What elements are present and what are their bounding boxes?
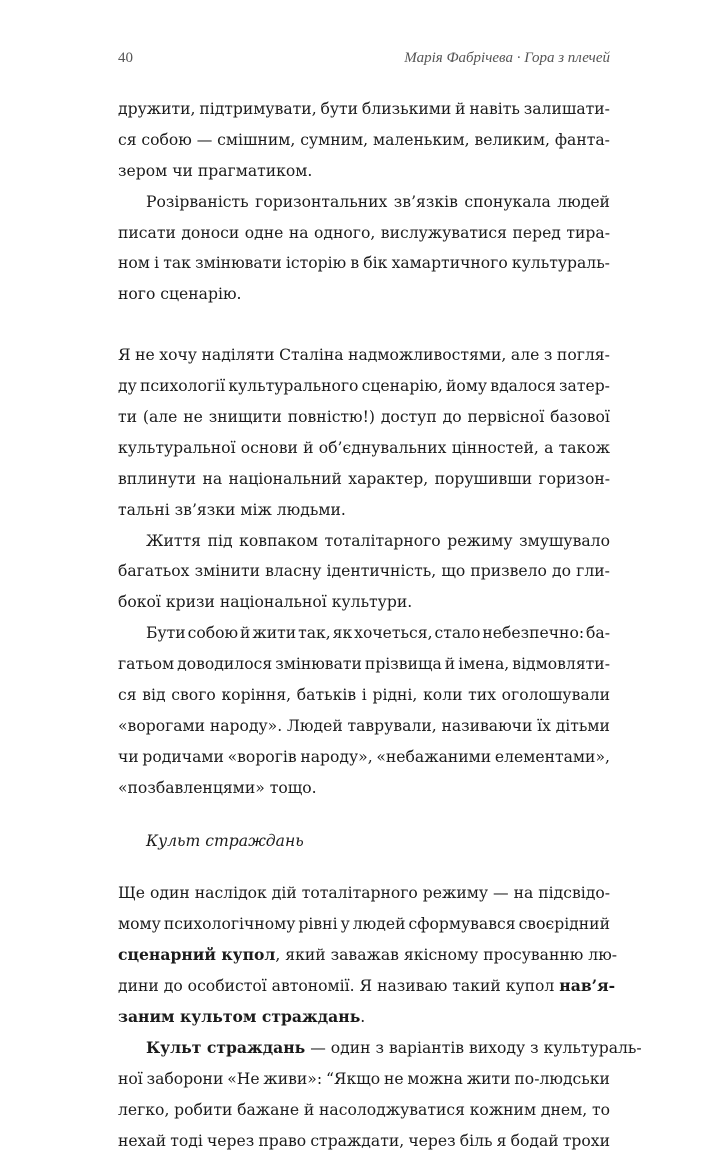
word: собою [187,624,239,643]
text-line [118,94,610,125]
word: знищити [208,408,282,427]
text-line: бокої кризи національної культури. [118,593,413,612]
word: сформувався [408,915,516,934]
word: з [543,346,553,365]
word: культурального [228,377,359,396]
word: й [455,100,466,118]
word: навіть [469,100,520,118]
text-fragment: дини до особистої автономії. Я називаю такий купол [118,977,560,996]
word: своєрідний [518,915,610,934]
word: свого [171,686,216,705]
word: «ворогів [227,747,297,766]
word: також [558,438,610,457]
word: надможливостями, [348,346,507,365]
body-text [118,94,642,1157]
word: таврували, [347,716,437,735]
text-line [118,526,610,557]
word: на [202,469,223,488]
word: ся [118,686,137,705]
word: можна [407,1069,463,1088]
word: але [510,346,540,365]
word: власну [265,562,322,581]
word: доводилося [177,655,273,674]
word: перед [512,223,561,242]
word: родичами [142,747,224,766]
text-line [118,187,610,218]
word: тоді [170,1131,203,1150]
word: страждати, [310,1131,405,1150]
word: імена, [458,655,510,674]
word: ба- [586,624,610,643]
page-number: 40 [118,50,133,66]
word: підсвідо- [538,884,610,903]
text-line [118,680,610,711]
word: людей [352,915,406,934]
word: фанта- [554,130,610,149]
word: маленьким, [372,130,470,149]
word: у [340,915,350,934]
word: об’єднувальних [318,438,447,457]
text-line [118,340,610,371]
text-line [118,125,610,156]
text-line [118,371,610,402]
word: й [303,1100,315,1119]
word: одне [244,223,284,242]
text-fragment: — один з варіантів виходу з культураль- [305,1038,642,1057]
bold-term: нав’я- [559,976,616,996]
word: психологічному [163,915,296,934]
word: сумним, [300,130,369,149]
word: стало [434,624,481,643]
word: Людей [286,716,343,735]
section-break [118,310,610,340]
word: ном [118,254,150,273]
word: що [441,562,466,581]
word: від [142,686,166,705]
word: наділяти [201,346,275,365]
word: цінностей, [451,438,539,457]
word: змінювати [195,254,282,273]
text-line [118,556,610,587]
word: великим, [474,130,550,149]
text-line [118,218,610,249]
word: психології [139,377,226,396]
word: через [408,1131,456,1150]
word: й [444,655,456,674]
word: чи [118,747,139,766]
text-line: «позбавленцями» тощо. [118,778,317,797]
word: національний [228,469,342,488]
word: порушивши [434,469,533,488]
word: й [303,438,314,457]
text-line [118,649,610,680]
word: ся [118,130,137,149]
bold-term: заним культом страждань [118,1007,361,1027]
word: «ворогами [118,716,206,735]
word: підтримувати, [199,100,317,118]
word: затер- [559,377,610,396]
word: тоталітарного [324,531,441,550]
word: так, [298,624,331,643]
word: хочу [159,346,197,365]
word: вдалося [490,377,556,396]
paragraph [118,878,618,1032]
word: їх [537,716,551,735]
word: писати [118,223,176,242]
word: базової [550,408,610,427]
section-break [118,856,610,878]
word: не [183,408,203,427]
word: “Якщо [325,1069,381,1088]
word: ду [118,377,137,396]
word: (але [142,408,178,427]
paragraph [118,187,610,311]
word: близькими [361,100,452,118]
word: призвело [470,562,547,581]
word: вислужуватися [380,223,507,242]
word: багатьох [118,562,190,581]
word: горизонтальних [255,192,388,211]
word: «небажаними [376,747,492,766]
word: зв’язків [393,192,458,211]
word: під [207,531,233,550]
word: режиму [447,531,513,550]
word: так [163,254,191,273]
word: — [493,884,509,903]
word: ти [118,408,138,427]
text-line [118,940,618,971]
word: Розірваність [146,192,249,211]
word: змінювати [275,655,362,674]
text-line [118,464,610,495]
word: батьків [296,686,357,705]
text-line [118,1126,610,1157]
word: основи [240,438,298,457]
text-line: тальні зв’язки між людьми. [118,500,346,519]
word: а [544,438,554,457]
running-head: Марія Фабрічева · Гора з плечей [404,50,610,66]
word: називаючи [441,716,533,735]
word: хамартичного [391,254,508,273]
word: бік [363,254,388,273]
word: історію [285,254,347,273]
word: жити [252,624,297,643]
word: й [240,624,251,643]
word: біль [459,1131,493,1150]
word: заборони [146,1069,224,1088]
text-line [118,433,610,464]
word: змінити [194,562,260,581]
word: характер, [348,469,429,488]
word: бодай [510,1131,559,1150]
word: наслідок [194,884,267,903]
word: гатьом [118,655,175,674]
text-line: зером чи прагматиком. [118,161,313,180]
text-line [118,909,610,940]
word: народу», [300,747,373,766]
section-break [118,804,610,826]
word: залишати- [523,100,610,118]
word: прізвища [364,655,442,674]
word: то [591,1100,610,1119]
text-fragment: . [360,1008,366,1027]
word: доступ [380,408,437,427]
section-heading: Культ страждань [146,831,304,850]
word: і [154,254,160,273]
paragraph [118,618,610,803]
word: Бути [146,624,186,643]
word: вплинути [118,469,197,488]
word: рівні [298,915,338,934]
text-line [118,742,610,773]
text-line [118,618,610,649]
word: Ще [118,884,146,903]
word: тира- [566,223,610,242]
word: не [383,1069,404,1088]
word: мому [118,915,161,934]
text-line [118,402,610,433]
word: культуральної [118,438,236,457]
word: — [196,130,213,149]
word: як [332,624,353,643]
word: тих [468,686,496,705]
paragraph [118,1033,642,1157]
word: на [513,884,534,903]
word: по-людськи [514,1069,610,1088]
bold-term: сценарний купол [118,945,276,965]
text-line [118,1002,610,1033]
word: ковпаком [239,531,319,550]
word: народу». [209,716,283,735]
word: оголошували [501,686,610,705]
word: людей [557,192,610,211]
word: змушувало [519,531,610,550]
word: смішним, [217,130,296,149]
word: насолоджуватися [319,1100,465,1119]
word: живи»: [263,1069,323,1088]
word: я [496,1131,507,1150]
text-line [118,1033,642,1064]
text-line [118,878,610,909]
text-line [118,248,610,279]
page-header [118,50,610,74]
word: легко, [118,1100,170,1119]
word: відмовляти- [512,655,610,674]
word: дій [271,884,297,903]
paragraph [118,94,610,187]
word: рідні, [372,686,418,705]
word: нехай [118,1131,167,1150]
bold-term: Культ страждань [146,1037,306,1057]
text-line [118,971,616,1002]
word: через [206,1131,255,1150]
word: жити [466,1069,511,1088]
word: сценарію, [361,377,443,396]
word: право [258,1131,307,1150]
word: культураль- [511,254,610,273]
word: кожним [469,1100,537,1119]
word: елементами», [494,747,610,766]
word: Я [118,346,131,365]
word: до [442,408,462,427]
word: Сталіна [279,346,344,365]
word: ної [118,1069,143,1088]
word: і [361,686,367,705]
word: дітьми [555,716,610,735]
word: собою [141,130,192,149]
word: небезпечно: [482,624,585,643]
word: спонукала [464,192,551,211]
word: первісної [467,408,545,427]
word: бути [320,100,359,118]
word: в [350,254,360,273]
text-line [118,711,610,742]
word: на [288,223,309,242]
word: «Не [227,1069,260,1088]
paragraph [118,340,610,525]
word: тоталітарного [301,884,418,903]
word: бажане [237,1100,300,1119]
word: хочеться, [354,624,433,643]
word: ідентичність, [326,562,437,581]
text-line: ного сценарію. [118,285,242,304]
word: режиму [422,884,489,903]
word: погля- [556,346,610,365]
word: один [150,884,190,903]
word: дружити, [118,100,196,118]
word: одного, [314,223,376,242]
word: коли [423,686,463,705]
text-fragment: , який заважав якісному просуванню лю- [275,946,618,965]
word: робити [174,1100,233,1119]
word: днем, [540,1100,588,1119]
text-line [118,1064,610,1095]
word: йому [446,377,488,396]
word: до [552,562,572,581]
word: трохи [562,1131,610,1150]
word: не [135,346,155,365]
word: доноси [181,223,240,242]
text-line [118,1095,610,1126]
paragraph [118,526,610,619]
word: коріння, [221,686,292,705]
word: повністю!) [287,408,375,427]
word: Життя [146,531,202,550]
word: гли- [576,562,610,581]
word: горизон- [538,469,610,488]
